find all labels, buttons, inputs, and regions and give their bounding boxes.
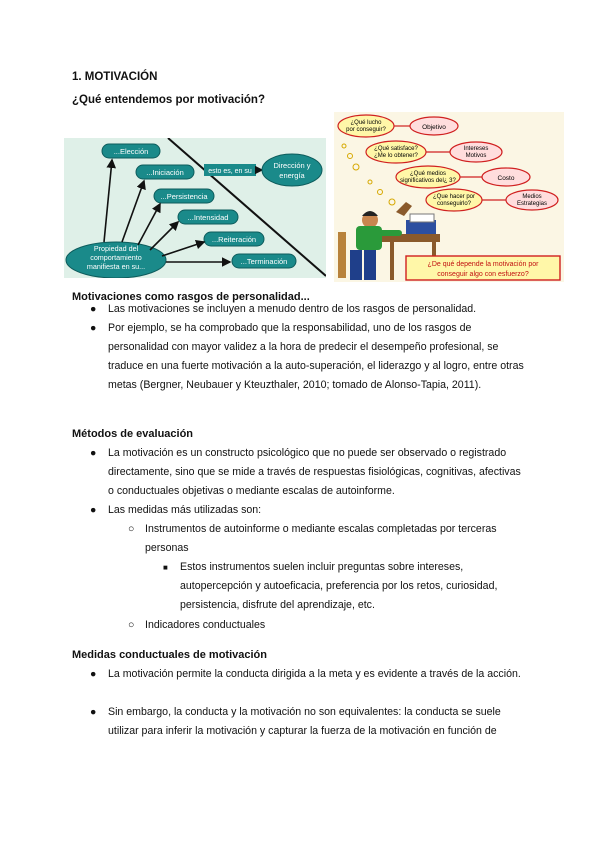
svg-text:energía: energía <box>279 171 305 180</box>
bullet-icon: ● <box>90 706 97 718</box>
svg-text:Estrategias: Estrategias <box>516 201 548 207</box>
answer-bubble-2 <box>450 142 502 162</box>
question-bubble-2 <box>366 141 426 163</box>
box-terminacion <box>232 254 296 268</box>
sub-list-item: ○ Instrumentos de autoinforme o mediante escalas completadas por terceras personas <box>0 520 600 558</box>
svg-text:...Intensidad: ...Intensidad <box>187 213 229 222</box>
svg-text:¿De qué depende la motivación: ¿De qué depende la motivación por <box>427 261 539 268</box>
sub-sub-list-item: ■ Estos instrumentos suelen incluir preguntas sobre intereses, autopercepción y autoeficacia, preferencia por los retos, curiosidad, persistencia, disfrute del aprendizaje, etc. <box>0 558 600 615</box>
answer-bubble-3 <box>482 168 530 186</box>
middle-label <box>204 164 256 176</box>
bullet-icon: ● <box>90 668 97 680</box>
box-persistencia <box>154 189 214 203</box>
list-item: ● Las medidas más utilizadas son: <box>90 501 530 520</box>
list-item: ● Sin embargo, la conducta y la motivación no son equivalentes: la conducta se suele utilizar para inferir la motivación y capturar la fuerza de la motivación en función de <box>90 703 530 741</box>
box-iniciacion <box>136 165 194 179</box>
bullet-icon: ● <box>90 504 97 516</box>
sub-list-item: ○ Indicadores conductuales <box>0 616 600 635</box>
svg-text:manifiesta en su...: manifiesta en su... <box>86 262 146 271</box>
circle-bullet-icon: ○ <box>128 523 135 535</box>
bullet-icon: ● <box>90 447 97 459</box>
list-item: ● La motivación es un constructo psicológico que no puede ser observado o registrado directamente, sino que se mide a través de respuestas fisiológicas, cognitivas, afectivas o conductuales objetivas o mediante escalas de autoinforme. <box>90 444 530 501</box>
answer-bubble-4 <box>506 190 558 210</box>
center-ellipse <box>66 242 166 278</box>
svg-text:Medios: Medios <box>522 194 542 200</box>
svg-text:Intereses: Intereses <box>463 146 489 152</box>
bullet-icon: ● <box>90 303 97 315</box>
section-title-evaluation: Métodos de evaluación <box>72 428 194 440</box>
svg-text:Objetivo: Objetivo <box>422 124 446 131</box>
svg-text:...Iniciación: ...Iniciación <box>146 168 184 177</box>
circle-bullet-icon: ○ <box>128 619 135 631</box>
box-reiteracion <box>204 232 264 246</box>
bullet-icon: ● <box>90 322 97 334</box>
svg-text:Dirección y: Dirección y <box>273 161 311 170</box>
section-title-personality: Motivaciones como rasgos de personalidad... <box>72 291 310 303</box>
svg-text:Costo: Costo <box>497 175 515 182</box>
list-item: ● Por ejemplo, se ha comprobado que la responsabilidad, uno de los rasgos de personalidad con mayor validez a la hora de predecir el desempeño profesional, se traduce en una fuerte motivación a la auto-superación, el liderazgo y al logro, entre otras metas (Bergner, Neubauer y Kteuzthaler, 2010; tomado de Alonso-Tapia, 2011). <box>90 319 530 414</box>
list-item: ● Las motivaciones se incluyen a menudo dentro de los rasgos de personalidad. <box>90 300 530 319</box>
question-bubble-3 <box>396 166 460 188</box>
svg-text:conseguirlo?: conseguirlo? <box>436 201 472 207</box>
svg-text:...Reiteración: ...Reiteración <box>211 235 257 244</box>
svg-text:...Terminación: ...Terminación <box>240 257 288 266</box>
motivation-properties-diagram <box>64 138 326 278</box>
svg-text:¿Que hacer por: ¿Que hacer por <box>432 194 476 200</box>
svg-text:...Persistencia: ...Persistencia <box>160 192 208 201</box>
box-intensidad <box>178 210 238 224</box>
section-title-behavioral: Medidas conductuales de motivación <box>72 649 267 661</box>
svg-text:por conseguir?: por conseguir? <box>346 127 386 133</box>
svg-text:¿Qué lucho: ¿Qué lucho <box>350 120 382 126</box>
svg-text:...Elección: ...Elección <box>113 147 149 156</box>
question-bubble-1 <box>338 115 394 137</box>
svg-text:esto es, en su: esto es, en su <box>208 168 252 175</box>
svg-text:¿Me lo obtener?: ¿Me lo obtener? <box>374 153 418 159</box>
svg-text:Motivos: Motivos <box>465 153 487 159</box>
answer-bubble-1 <box>410 117 458 135</box>
motivation-questions-illustration <box>334 112 564 282</box>
square-bullet-icon: ■ <box>163 563 168 572</box>
section-heading: 1. MOTIVACIÓN <box>72 71 158 83</box>
svg-text:Propiedad del: Propiedad del <box>93 244 139 253</box>
direction-energy-ellipse <box>262 154 322 186</box>
svg-text:¿Qué satisface?: ¿Qué satisface? <box>374 146 418 152</box>
svg-text:significativos del¿ 3?: significativos del¿ 3? <box>400 178 456 184</box>
subheading: ¿Qué entendemos por motivación? <box>72 94 265 106</box>
svg-text:comportamiento: comportamiento <box>90 253 142 262</box>
question-bubble-4 <box>426 189 482 211</box>
svg-text:¿Qué medios: ¿Qué medios <box>409 171 447 177</box>
svg-text:conseguir algo con esfuerzo?: conseguir algo con esfuerzo? <box>437 271 529 278</box>
bottom-question-box <box>406 256 560 280</box>
list-item: ● La motivación permite la conducta dirigida a la meta y es evidente a través de la acción. <box>90 665 530 703</box>
box-eleccion <box>102 144 160 158</box>
